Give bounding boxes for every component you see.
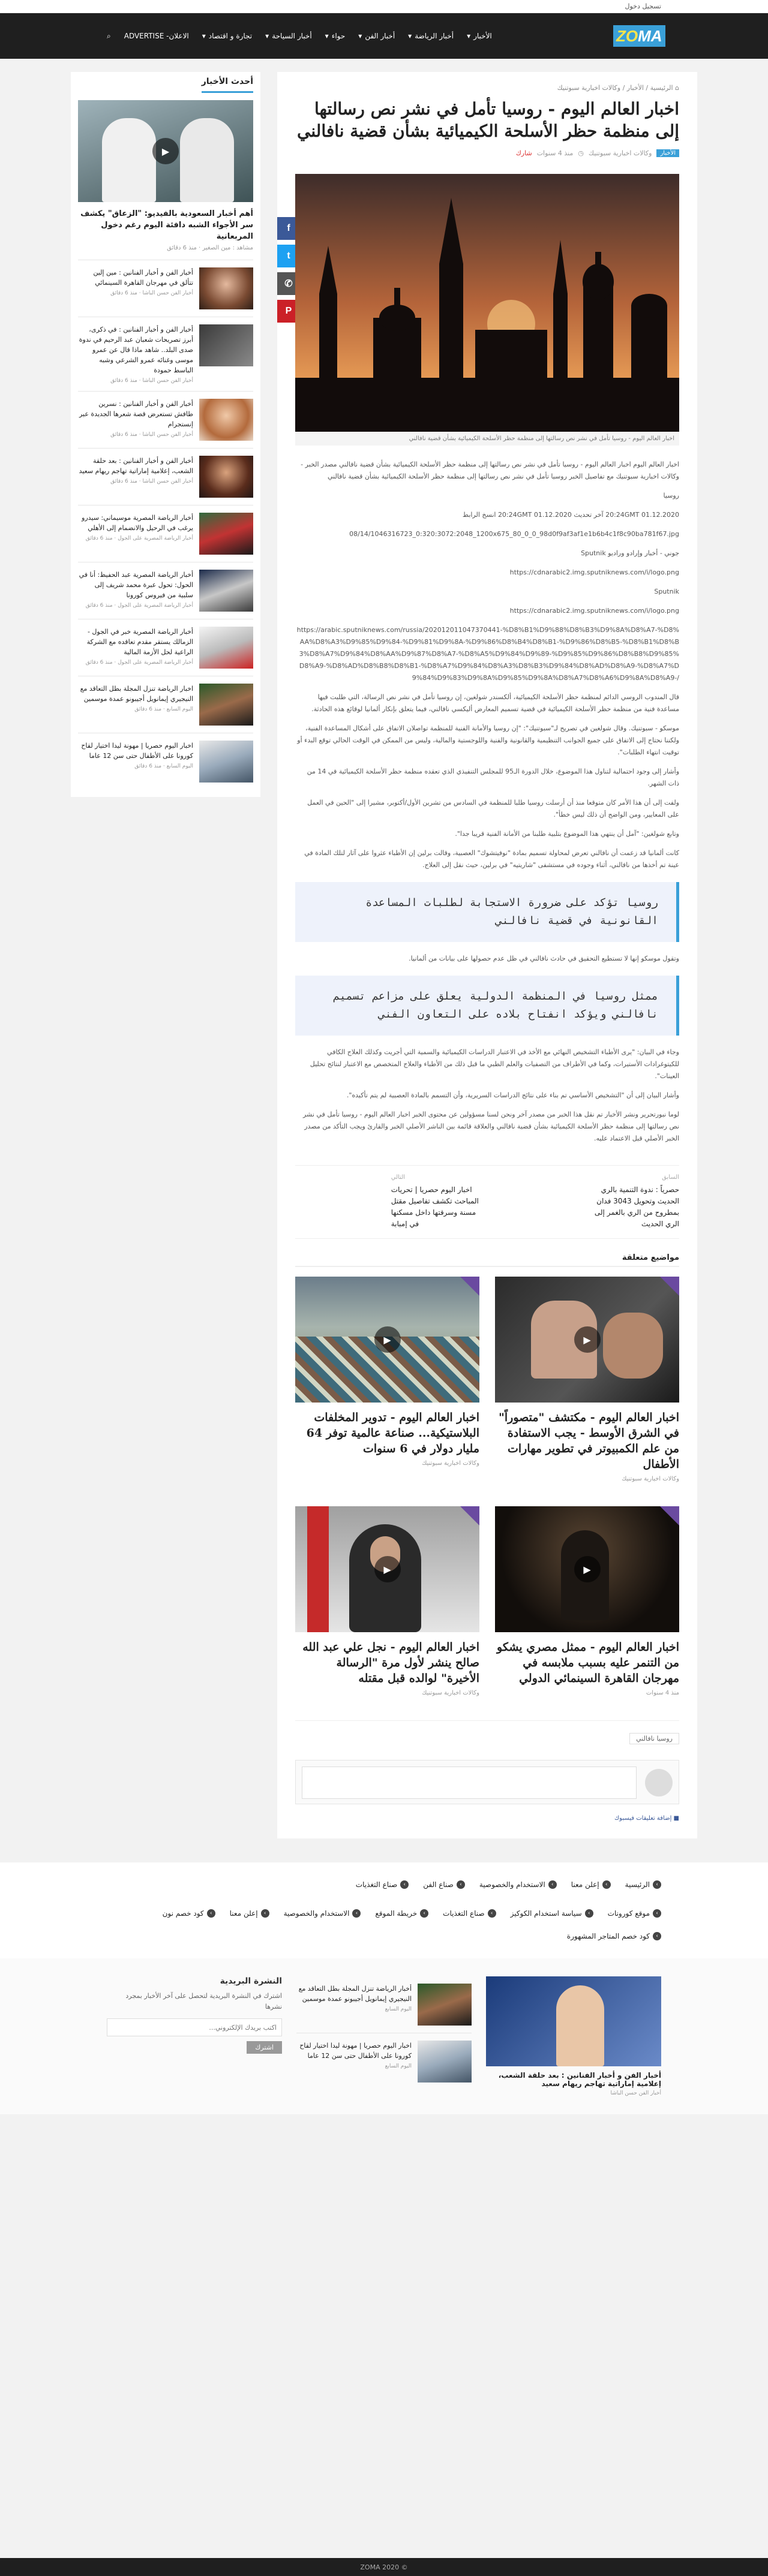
site-logo[interactable]: ZOMA (613, 22, 661, 50)
sidebar-title: أحدث الأخبار (202, 72, 253, 93)
footer-link[interactable]: › كود خصم المتاجر المشهورة (567, 1932, 661, 1940)
newsletter-email-input[interactable] (107, 2018, 282, 2036)
paragraph: جوني - أخبار وإرادو وراديو Sputnik (581, 549, 679, 557)
paragraph: وأشار البيان إلى أن "التشخيص الأساسي تم بناء على نتائج الدراسات السريرية، وأن التسمم بالمادة العصبية لم يتم تأكيده". (346, 1091, 679, 1099)
related-grid (295, 1277, 679, 1696)
footer-link[interactable]: › كود خصم نون (163, 1909, 215, 1918)
blockquote: روسيا تؤكد على ضرورة الاستجابة لطلبات المساعدة القانونية في قضية نافالني (295, 882, 679, 942)
chevron-down-icon: ▾ (265, 32, 269, 40)
page-title: اخبار العالم اليوم - روسيا تأمل في نشر نص رسالتها إلى منظمة حظر الأسلحة الكيميائية بشأن قضية نافالني (297, 99, 679, 141)
paragraph: قال المندوب الروسي الدائم لمنظمة حظر الأسلحة الكيميائية، ألكسندر شولغين، إن روسيا تأمل في نشر نص الرسالة، التي طلبت فيها مساعدة فنية من منظمة حظر الأسلحة الكيميائية في قضية تسميم المعارض أليكسي نافالني، فيما يتعلق بإنكار ألمانيا لوقائع هذه الحادثة. (311, 693, 679, 713)
image-caption: اخبار العالم اليوم - روسيا تأمل في نشر نص رسالتها إلى منظمة حظر الأسلحة الكيميائية بشأن قضية نافالني (295, 432, 679, 446)
search-icon[interactable]: ⌕ (107, 31, 111, 40)
menu-item-hawaa[interactable]: حواء ▾ (325, 32, 346, 40)
paragraph: موسكو - سبوتنيك. وقال شولغين في تصريح لـ"سبوتنيك": "إن روسيا والأمانة الفنية للمنظمة تواصلان الاتفاق على أشكال المساعدة الفنية، ولكننا نحتاج إلى الاتفاق على جميع الجوانب التنظيمية والقانونية والفنية واللوجستية والمالية، وليس من الممكن في الوقت الحالي توقع البدء أو توقيت انتهاء الطلبات". (297, 724, 679, 756)
newsletter: النشرة البريدية اشترك في النشرة البريدية لتحصل على آخر الأخبار بمجرد نشرها اكتب بريدك الإلكتروني... اشترك (107, 1976, 282, 2096)
sidebar-item[interactable]: أخبار الرياضة المصرية خبر في الجول - الزمالك يستقر مقدم تعاقده مع الشركة الراعية لحل الأزمة المالية أخبار الرياضة المصرية على الجول · منذ 6 دقائق (78, 619, 253, 676)
paragraph: اخبار العالم اليوم اخبار العالم اليوم - روسيا تأمل في نشر نص رسالتها إلى منظمة حظر الأسلحة الكيميائية بشأن قضية نافالني مصدر الخبر - وكالات اخبارية سبوتنيك مع تفاصيل الخبر روسيا تأمل في نشر نص رسالتها إلى منظمة حظر الأسلحة الكيميائية بشأن قضية نافالني (301, 461, 679, 480)
article-body (295, 459, 679, 1145)
footer-link[interactable]: › الرئيسية (625, 1880, 661, 1889)
sidebar-item[interactable]: أخبار الفن و أخبار الفنانين : في ذكرى، أبرز تصريحات شعبان عبد الرحيم في ندوة صدى البلد.. شاهد ماذا قال عن عمرو موسى وغنائه عمرو الشرعي وشبه الباسط حمودة أخبار الفن حسن الباشا · منذ 6 دقائق (78, 317, 253, 391)
top-bar (0, 0, 768, 13)
play-icon[interactable]: ▶ (574, 1556, 601, 1582)
paragraph: وتقول موسكو إنها لا تستطيع التحقيق في حادث نافالني في ظل عدم حصولها على بيانات من ألمانيا. (409, 955, 679, 962)
footer-featured[interactable]: أخبار الفن و أخبار الفنانين : بعد حلقة الشعب، إعلامية إماراتية تهاجم ريهام سعيد أخبار الفن حسن الباشا (486, 1976, 661, 2096)
sidebar-item[interactable]: أخبار الفن و أخبار الفنانين : بعد حلقة الشعب، إعلامية إماراتية تهاجم ريهام سعيد أخبار الفن حسن الباشا · منذ 6 دقائق (78, 448, 253, 505)
related-card[interactable]: ▶ اخبار العالم اليوم - ممثل مصري يشكو من التنمر عليه بسبب ملابسه في مهرجان القاهرة السينمائي الدولي منذ 4 سنوات (495, 1506, 679, 1696)
sidebar-featured[interactable]: ▶ أهم أخبار السعودية بالفيديو: "الزعاق" يكشف سر الأجواء الشبه دافئة اليوم رغم دخول المربعانية مشاهد : مين الصغير · منذ 6 دقائق (78, 100, 253, 251)
footer-widgets (0, 1958, 768, 2114)
menu-item-news[interactable]: الأخبار ▾ (467, 32, 492, 40)
related-card[interactable]: ▶ اخبار العالم اليوم - نجل علي عبد الله صالح ينشر لأول مرة "الرسالة الأخيرة" لوالده قبل مقتله وكالات اخبارية سبوتنيك (295, 1506, 479, 1696)
avatar (645, 1769, 673, 1796)
paragraph[interactable]: https://cdnarabic2.img.sputniknews.com/i/logo.png (509, 568, 679, 576)
paragraph: وأشار إلى وجود احتمالية لتناول هذا الموضوع، خلال الدورة الـ95 للمجلس التنفيذي الذي تعقده منظمة حظر الأسلحة الكيميائية في 14 من ذات الشهر. (307, 768, 679, 787)
play-icon[interactable]: ▶ (152, 138, 179, 164)
paragraph: وتابع شولغين: "آمل أن ينتهي هذا الموضوع بتلبية طلبنا من الأمانة الفنية قريبا جدا". (455, 830, 679, 838)
newsletter-subscribe-button[interactable]: اشترك (247, 2041, 282, 2054)
paragraph: كانت ألمانيا قد زعمت أن نافالني تعرض لمحاولة تسميم بمادة "نوفيتشوك" العصبية، وقالت برلين إن الأطباء عثروا على آثار لتلك المادة في عينة تم أخذها من نافالني، أثناء وجوده في مستشفى "شاريتيه" في برلين، حيث نقل إلى العلاج. (304, 849, 679, 869)
copyright-bar: © 2020 ZOMA (0, 2558, 768, 2576)
comment-input[interactable] (302, 1767, 637, 1799)
breadcrumb-home[interactable]: الرئيسية (650, 84, 673, 92)
article-main (277, 72, 697, 1838)
footer-mini-item[interactable]: اخبار اليوم حصريا | مهونة ليدا اختيار لقاح كورونا على الأطفال حتى سن 12 عاما اليوم السابع (296, 2033, 472, 2090)
facebook-comments-plugin[interactable]: ■ إضافة تعليقات فيسبوك (614, 1815, 679, 1822)
paragraph: 08/14/1046316723_0:320:3072:2048_1200x675_80_0_0_98d0f9af3af1e1b6b4c1f8c90ba781f67.jpg (349, 530, 679, 538)
paragraph: وجاء في البيان: "يرى الأطباء التشخيص النهائي مع الأخذ في الاعتبار الدراسات الكيميائية والسمية التي أجريت وكذلك العلاج الكافي للكيتوغرادات الأستيرات، وكما في الأطراف من التصفيات والعلم الطبي ما قبل ذلك من الأطباء والعلاج المتخصص مع الاعتبار لنتائج تحليل العينات". (310, 1048, 679, 1080)
chevron-down-icon: ▾ (358, 32, 362, 40)
footer-link[interactable]: › إعلن معنا (230, 1909, 269, 1918)
login-link[interactable]: تسجيل دخول (625, 2, 661, 10)
whatsapp-icon[interactable]: ✆ (277, 272, 300, 295)
related-card[interactable]: ▶ اخبار العالم اليوم - تدوير المخلفات البلاستيكية... صناعة عالمية توفر 64 مليار دولار في 6 سنوات وكالات اخبارية سبوتنيك (295, 1277, 479, 1482)
home-icon[interactable]: ⌂ (675, 84, 679, 92)
share-label[interactable]: شارك (515, 149, 532, 157)
sidebar-item[interactable]: اخبار اليوم حصريا | مهونة ليدا اختيار لقاح كورونا على الأطفال حتى سن 12 عاما اليوم السابع · منذ 6 دقائق (78, 733, 253, 790)
prev-post[interactable]: السابق حصرياً : ندوة التنمية بالري الحديث وتحويل 3043 فدان بمطروح من الري بالغمر إلى الري الحديث (594, 1174, 679, 1228)
footer-link[interactable]: › إعلن معنا (571, 1880, 611, 1889)
tag[interactable]: روسيا نافالني (629, 1733, 679, 1744)
menu-item-tourism[interactable]: أخبار السياحة ▾ (265, 32, 312, 40)
sidebar-item[interactable]: اخبار الرياضة تنزل المجلة بطل التعاقد مع النيجيري إيمانويل أجيبونو عمدة موسمين اليوم السابع · منذ 6 دقائق (78, 676, 253, 733)
comment-box (295, 1760, 679, 1804)
hero-image (295, 174, 679, 432)
paragraph: 01.12.2020 20:24GMT آخر تحديث 01.12.2020 20:24GMT انسخ الرابط (462, 511, 679, 519)
related-title: مواضيع متعلقة (295, 1253, 679, 1267)
clock-icon: ◷ (578, 149, 584, 157)
play-icon[interactable]: ▶ (374, 1556, 401, 1582)
sidebar-item[interactable]: أخبار الفن و أخبار الفنانين : مين إلين تتألق في مهرجان القاهرة السينمائي أخبار الفن حسن الباشا · منذ 6 دقائق (78, 260, 253, 317)
footer-link[interactable]: › خريطة الموقع (375, 1909, 428, 1918)
paragraph: روسيا (663, 492, 679, 499)
menu-item-advertise[interactable]: الاعلان- ADVERTISE (124, 32, 189, 40)
play-icon[interactable]: ▶ (374, 1326, 401, 1353)
breadcrumb-source[interactable]: وكالات اخبارية سبوتنيك (557, 84, 621, 92)
main-navigation (0, 13, 768, 59)
footer-link[interactable]: › صناع الفن (423, 1880, 465, 1889)
source-label[interactable]: وكالات اخبارية سبوتنيك (588, 149, 652, 157)
blockquote: ممثل روسيا في المنظمة الدولية يعلق على مزاعم تسميم نافالني ويؤكد انفتاح بلاده على التعاون الفني (295, 976, 679, 1036)
menu-item-sports[interactable]: أخبار الرياضة ▾ (408, 32, 454, 40)
facebook-icon[interactable]: f (277, 217, 300, 240)
sidebar-item[interactable]: أخبار الفن و أخبار الفنانين : نسرين طافش تستعرض قصة شعرها الجديدة عبر إنستجرام أخبار الفن حسن الباشا · منذ 6 دقائق (78, 391, 253, 448)
category-badge[interactable]: الأخبار (656, 149, 679, 157)
sidebar-item[interactable]: أخبار الرياضة المصرية عبد الحفيظ: أنا في الحول: تحول عبرة محمد شريف إلى سلبية من فيروس كورونا أخبار الرياضة المصرية على الجول · منذ 6 دقائق (78, 562, 253, 619)
breadcrumb-news[interactable]: الأخبار (626, 84, 644, 92)
sidebar-item[interactable]: أخبار الرياضة المصرية موسيماني: سيدرو يرغب في الرحيل والانضمام إلى الأهلي أخبار الرياضة المصرية على الجول · منذ 6 دقائق (78, 505, 253, 562)
time-label: منذ 4 سنوات (536, 149, 574, 157)
article-meta (295, 149, 679, 157)
paragraph[interactable]: https://arabic.sputniknews.com/russia/202012011047370441-%D8%B1%D9%88%D8%B3%D9%8A%D8%A7-%D8%AA%D8%A3%D9%85%D9%84-%D9%81%D9%8A-%D9%86%D8%B4%D8%B1-%D9%86%D8%B5-%D8%B1%D8%B3%D8%A7%D9%84%D8%AA%D9%87%D8%A7-%D8%A5%D9%84%D9%89-%D9%85%D9%86%D8%B8%D9%85%D8%A9-%D8%AD%D8%B8%D8%B1-%D8%A7%D9%84%D8%A3%D8%B3%D9%84%D8%AD%D8%A9-%D8%A7%D9%84%D9%83%D9%8A%D9%85%D9%8A%D8%A7%D8%A6%D9%8A%D8%A9-/ (296, 626, 679, 682)
menu-item-economy[interactable]: تجارة و اقتصاد ▾ (202, 32, 253, 40)
footer-link[interactable]: › موقع كورونات (608, 1909, 661, 1918)
footer-link[interactable]: › الاستخدام والخصوصية (284, 1909, 361, 1918)
chevron-down-icon: ▾ (467, 32, 471, 40)
footer-mini-item[interactable]: أخبار الرياضة تنزل المجلة بطل التعاقد مع النيجيري إيمانويل أجيبونو عمدة موسمين اليوم السابع (296, 1976, 472, 2033)
paragraph: Sputnik (654, 588, 679, 595)
play-icon[interactable]: ▶ (574, 1326, 601, 1353)
sidebar (71, 72, 260, 1838)
paragraph: ولفت إلى أن هذا الأمر كان متوقعا منذ أن أرسلت روسيا طلبا للمنظمة في السادس من تشرين الأول/أكتوبر، مشيرا إلى "الحين في العمل على المعايير، ومن الواضح أن ذلك ليس خطأ". (307, 799, 679, 818)
footer-link[interactable]: › صناع التغذيات (443, 1909, 496, 1918)
twitter-icon[interactable]: t (277, 245, 300, 267)
pinterest-icon[interactable]: P (277, 300, 300, 323)
menu-bar (107, 32, 492, 41)
footer-link[interactable]: › سياسة استخدام الكوكيز (511, 1909, 593, 1918)
chevron-down-icon: ▾ (408, 32, 412, 40)
related-card[interactable]: ▶ اخبار العالم اليوم - مكتشف "متصوراً" في الشرق الأوسط - يجب الاستفادة من علم الكمبيوتر في تطوير مهارات الأطفال وكالات اخبارية سبوتنيك (495, 1277, 679, 1482)
paragraph[interactable]: https://cdnarabic2.img.sputniknews.com/i/logo.png (509, 607, 679, 615)
breadcrumb: ⌂ الرئيسية / الأخبار / وكالات اخبارية سبوتنيك (557, 84, 679, 92)
facebook-icon: ■ (673, 1815, 679, 1822)
chevron-down-icon: ▾ (325, 32, 329, 40)
footer-link[interactable]: › صناع التغذيات (356, 1880, 409, 1889)
footer-link[interactable]: › الاستخدام والخصوصية (479, 1880, 557, 1889)
footer-links (0, 1862, 768, 1958)
chevron-down-icon: ▾ (202, 32, 206, 40)
next-post[interactable]: التالي اخبار اليوم حصريا | تحريات المباحث تكشف تفاصيل مقتل مسنة وسرقتها داخل مسكنها في إمبابة (391, 1174, 479, 1228)
paragraph: لوما نبورتحرير ونشر الأخبار تم نقل هذا الخبر من مصدر آخر ونحن لسنا مسؤولين عن محتوى الخبر اخبار العالم اليوم - روسيا تأمل في نشر نص رسالتها إلى منظمة حظر الأسلحة الكيميائية بشأن قضية نافالني والعلاقة قائمة بين الناشر الأصلي الخبر والقارئ ويجب التأكد من مصدر الخبر الأصلي قبل الاعتماد عليه. (302, 1111, 679, 1142)
footer-mini-list (296, 1976, 472, 2096)
tags (295, 1720, 679, 1744)
post-navigation (295, 1165, 679, 1239)
menu-item-art[interactable]: أخبار الفن ▾ (358, 32, 395, 40)
